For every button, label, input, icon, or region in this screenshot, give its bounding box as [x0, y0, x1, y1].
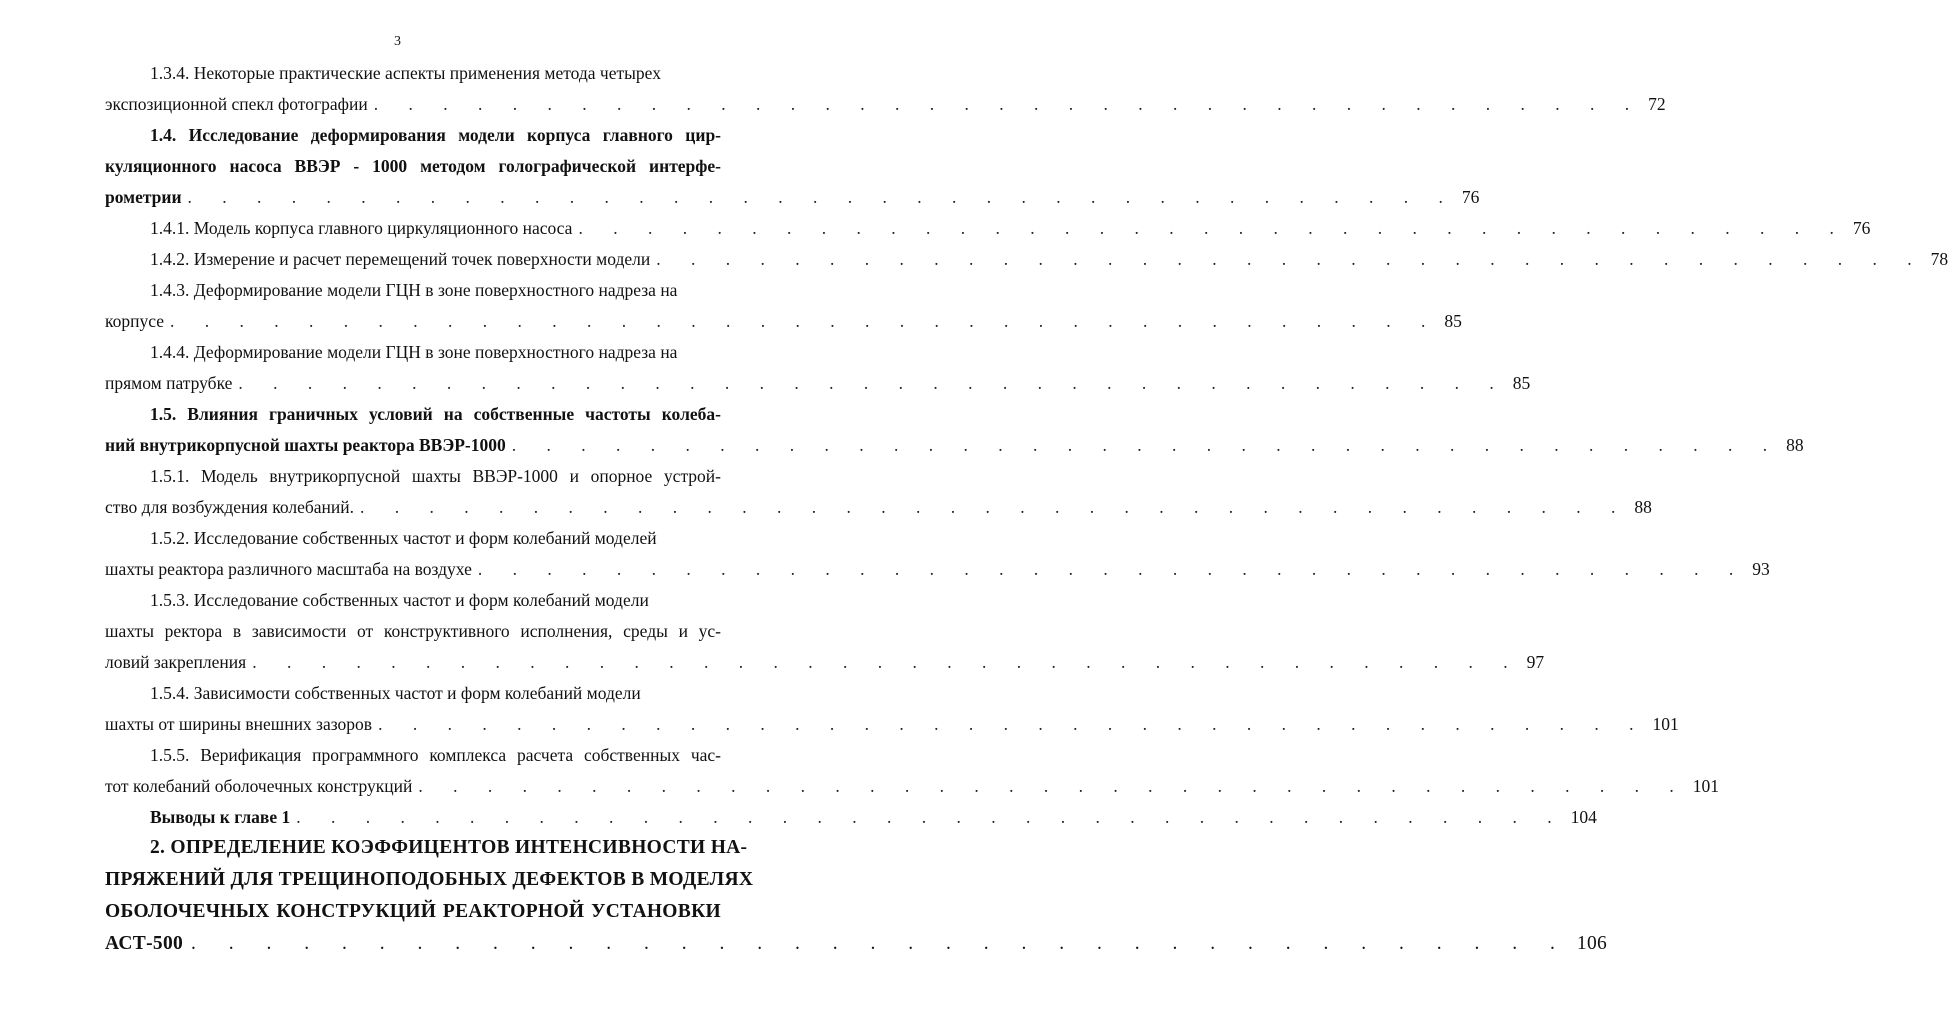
toc-1-5-1-page: 88: [1634, 497, 1652, 517]
toc-1-4-2-page: 78: [1930, 249, 1948, 269]
toc-1-5-5-title-end: тот колебаний оболочечных конструкций: [105, 776, 413, 796]
toc-1-3-4-title-end: экспозиционной спекл фотографии: [105, 94, 368, 114]
leader-dots: . . . . . . . . . . . . . . . . . . . . . . . . . . . . . . . . . . . . .: [578, 218, 1847, 238]
toc-1-5-page: 88: [1786, 435, 1804, 455]
toc-1-5-4-line2: [105, 713, 1679, 737]
toc-1-4-1: [150, 217, 1871, 241]
leader-dots: . . . . . . . . . . . . . . . . . . . . . . . . . . . . . . . . . . . . .: [418, 776, 1687, 796]
toc-1-5-1-title-end: ство для возбуждения колебаний.: [105, 497, 354, 517]
leader-dots: . . . . . . . . . . . . . . . . . . . . . . . . . . . . . . . . . . . . .: [252, 652, 1521, 672]
page-number: 3: [394, 34, 401, 49]
toc-1-5-3-page: 97: [1526, 652, 1545, 672]
toc-1-5-line2: [105, 434, 1804, 458]
toc-1-4-3-line2: [105, 310, 1462, 334]
leader-dots: . . . . . . . . . . . . . . . . . . . . . . . . . . . . . . . . . . . . .: [169, 311, 1439, 331]
leader-dots: . . . . . . . . . . . . . . . . . . . . . . . . . . . . . . . . . . . . .: [373, 94, 1643, 114]
toc-1-5-2-title-end: шахты реактора различного масштаба на воздухе: [105, 559, 472, 579]
toc-1-5-2-page: 93: [1752, 559, 1770, 579]
leader-dots: . . . . . . . . . . . . . . . . . . . . . . . . . . . . . . . . . . . . .: [378, 714, 1647, 734]
toc-conclusions-page: 104: [1570, 807, 1597, 827]
toc-1-5-4-line1: 1.5.4. Зависимости собственных частот и форм колебаний модели: [150, 683, 641, 703]
toc-1-3-4-page: 72: [1648, 94, 1666, 114]
toc-1-4-4-title-end: прямом патрубке: [105, 373, 233, 393]
leader-dots: . . . . . . . . . . . . . . . . . . . . . . . . . . . . . . . . . . . . .: [656, 249, 1925, 269]
leader-dots: . . . . . . . . . . . . . . . . . . . . . . . . . . . . . . . . . . . . .: [296, 807, 1565, 827]
toc-1-4-line3: [105, 186, 1480, 210]
toc-1-5-5-line2: [105, 775, 1719, 799]
toc-1-5-4-title-end: шахты от ширины внешних зазоров: [105, 714, 373, 734]
toc-1-5-4-page: 101: [1652, 714, 1679, 734]
toc-1-5-5-line1: 1.5.5. Верификация программного комплекса расчета собственных час-: [150, 745, 721, 765]
toc-1-5-2-line2: [105, 558, 1770, 582]
toc-1-4-2: [150, 248, 1948, 272]
leader-dots: . . . . . . . . . . . . . . . . . . . . . . . . . . . . . . . . . . . . .: [360, 497, 1629, 517]
toc-1-5-line1: 1.5. Влияния граничных условий на собственные частоты колеба-: [150, 404, 721, 424]
toc-1-5-1-line1: 1.5.1. Модель внутрикорпусной шахты ВВЭР-1000 и опорное устрой-: [150, 466, 721, 486]
toc-1-4-4-line2: [105, 372, 1531, 396]
toc-ch2-line1: 2. ОПРЕДЕЛЕНИЕ КОЭФФИЦЕНТОВ ИНТЕНСИВНОСТИ НА-: [150, 837, 748, 858]
toc-1-5-3-line2: шахты ректора в зависимости от конструктивного исполнения, среды и ус-: [105, 621, 721, 641]
toc-1-5-title-end: ний внутрикорпусной шахты реактора ВВЭР-1000: [105, 435, 506, 455]
toc-ch2-line4: [105, 931, 1608, 959]
toc-1-3-4-line2: [105, 93, 1666, 117]
toc-1-4-4-line1: 1.4.4. Деформирование модели ГЦН в зоне поверхностного надреза на: [150, 342, 678, 362]
toc-1-4-2-title: 1.4.2. Измерение и расчет перемещений точек поверхности модели: [150, 249, 651, 269]
toc-1-4-1-page: 76: [1852, 218, 1871, 238]
toc-1-4-line2: куляционного насоса ВВЭР - 1000 методом голографической интерфе-: [105, 156, 721, 176]
leader-dots: . . . . . . . . . . . . . . . . . . . . . . . . . . . . . . . . . . . . .: [511, 435, 1781, 455]
toc-1-5-3-title-end: ловий закрепления: [105, 652, 247, 672]
toc-ch2-line3: ОБОЛОЧЕЧНЫХ КОНСТРУКЦИЙ РЕАКТОРНОЙ УСТАНОВКИ: [105, 901, 721, 922]
toc-1-4-4-page: 85: [1512, 373, 1531, 393]
toc-1-4-1-title: 1.4.1. Модель корпуса главного циркуляционного насоса: [150, 218, 573, 238]
toc-1-5-3-line1: 1.5.3. Исследование собственных частот и форм колебаний модели: [150, 590, 649, 610]
leader-dots: . . . . . . . . . . . . . . . . . . . . . . . . . . . . . . . . . . . . .: [191, 933, 1569, 954]
toc-1-4-line1: 1.4. Исследование деформирования модели корпуса главного цир-: [150, 125, 721, 145]
toc-conclusions: [150, 806, 1597, 830]
toc-1-3-4-line1: 1.3.4. Некоторые практические аспекты применения метода четырех: [150, 63, 661, 83]
leader-dots: . . . . . . . . . . . . . . . . . . . . . . . . . . . . . . . . . . . . .: [477, 559, 1747, 579]
leader-dots: . . . . . . . . . . . . . . . . . . . . . . . . . . . . . . . . . . . . .: [238, 373, 1507, 393]
toc-1-5-1-line2: [105, 496, 1652, 520]
toc-1-5-2-line1: 1.5.2. Исследование собственных частот и форм колебаний моделей: [150, 528, 657, 548]
toc-1-4-3-line1: 1.4.3. Деформирование модели ГЦН в зоне поверхностного надреза на: [150, 280, 678, 300]
leader-dots: . . . . . . . . . . . . . . . . . . . . . . . . . . . . . . . . . . . . .: [187, 187, 1456, 207]
toc-ch2-title-end: АСТ-500: [105, 933, 184, 954]
toc-1-5-5-page: 101: [1692, 776, 1719, 796]
toc-ch2-line2: ПРЯЖЕНИЙ ДЛЯ ТРЕЩИНОПОДОБНЫХ ДЕФЕКТОВ В МОДЕЛЯХ: [105, 869, 754, 890]
toc-1-4-page: 76: [1461, 187, 1480, 207]
toc-1-4-3-title-end: корпусе: [105, 311, 164, 331]
toc-1-4-title-end: рометрии: [105, 187, 182, 207]
toc-1-5-3-line3: [105, 651, 1545, 675]
toc-conclusions-title: Выводы к главе 1: [150, 807, 291, 827]
toc-1-4-3-page: 85: [1444, 311, 1462, 331]
toc-ch2-page: 106: [1576, 933, 1608, 954]
